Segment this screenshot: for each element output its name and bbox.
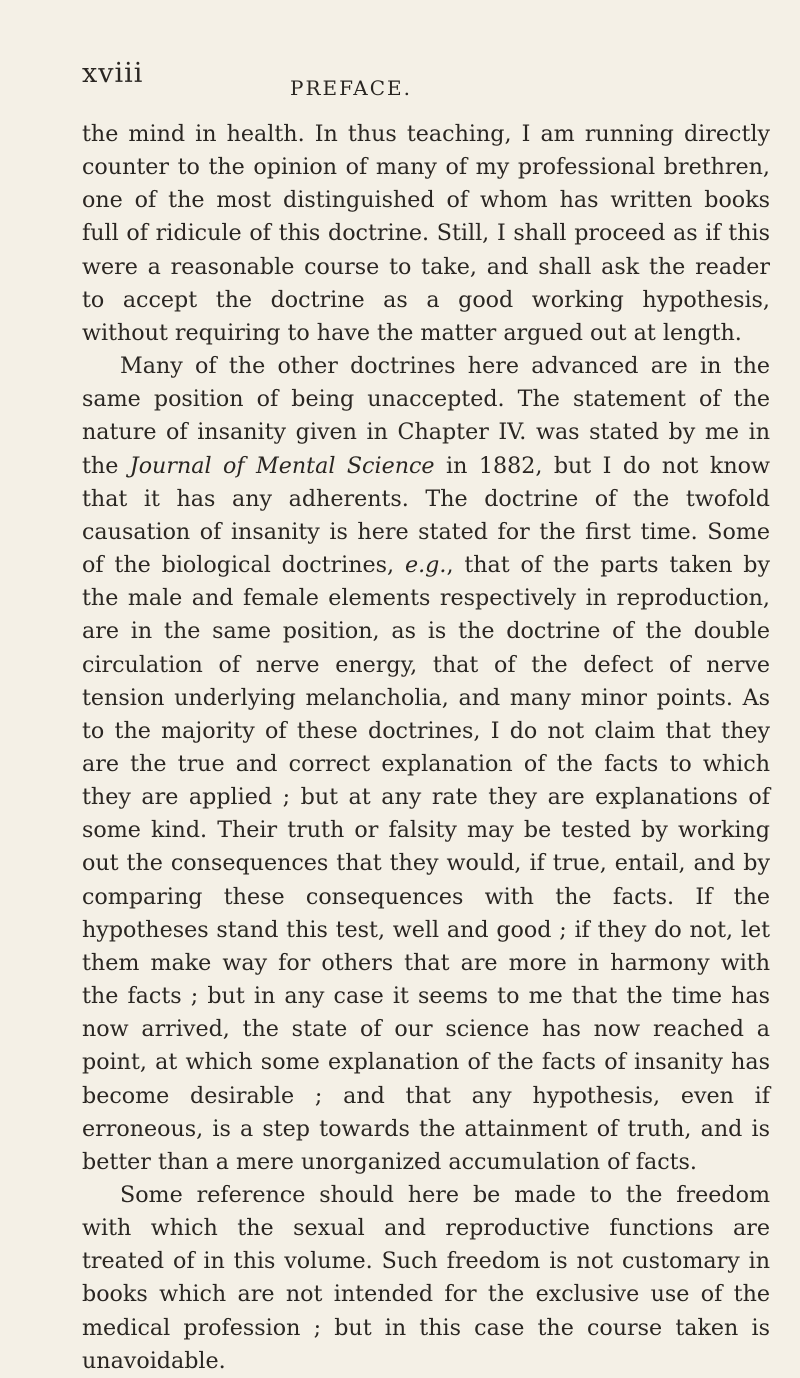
running-title: PREFACE. <box>290 76 412 100</box>
paragraph-1 <box>82 118 770 350</box>
paragraph-3-text: Some reference should here be made to the freedom with which the sexual and reproductive functions are treated of in this volume. Such freedom is not customary in books which are not intended for the exclusive use of the medical profession ; but in this case the course taken is unavoidable. <box>82 1182 770 1374</box>
paragraph-2-text-a: Many of the other doctrines here advanced are in the same position of being unaccepted. The statement of the nature of insanity given in Chapter IV. was stated by me in the <box>82 353 770 479</box>
running-head <box>82 58 772 98</box>
paragraph-1-text: the mind in health. In thus teaching, I am running directly counter to the opinion of many of my professional brethren, one of the most distinguished of whom has written books full of ridicule of this doctrine. Still, I shall proceed as if this were a reasonable course to take, and shall ask the reader to accept the doctrine as a good working hypothesis, without requiring to have the matter argued out at length. <box>82 121 770 346</box>
eg-abbreviation: e.g. <box>404 552 447 579</box>
paragraph-2-text-b: in 1882, but I do not know that it has any adherents. The doctrine of the twofold causation of insanity is here stated for the first time. Some of the biological doctrines, <box>82 452 771 579</box>
paragraph-2-text-c: , that of the parts taken by the male and female elements respectively in reproduction, are in the same position, as is the doctrine of the double circulation of nerve energy, that of the defect of nerve tension underlying melancholia, and many minor points. As to the majority of these doctrines, I do not claim that they are the true and correct explanation of the facts to which they are applied ; but at any rate they are explanations of some kind. Their truth or falsity may be tested by working out the consequences that they would, if true, entail, and by comparing these consequences with the facts. If the hypotheses stand this test, well and good ; if they do not, let them make way for others that are more in harmony with the facts ; but in any case it seems to me that the time has now arrived, the state of our science has now reached a point, at which some explanation of the facts of insanity has become desirable ; and that any hypothesis, even if erroneous, is a step towards the attainment of truth, and is better than a mere unorganized accumulation of facts. <box>82 552 770 1175</box>
paragraph-2 <box>82 350 770 1179</box>
body-text <box>82 118 770 1378</box>
page-number: xviii <box>82 58 144 89</box>
paragraph-3 <box>82 1179 770 1378</box>
journal-title: Journal of Mental Science <box>129 452 435 479</box>
